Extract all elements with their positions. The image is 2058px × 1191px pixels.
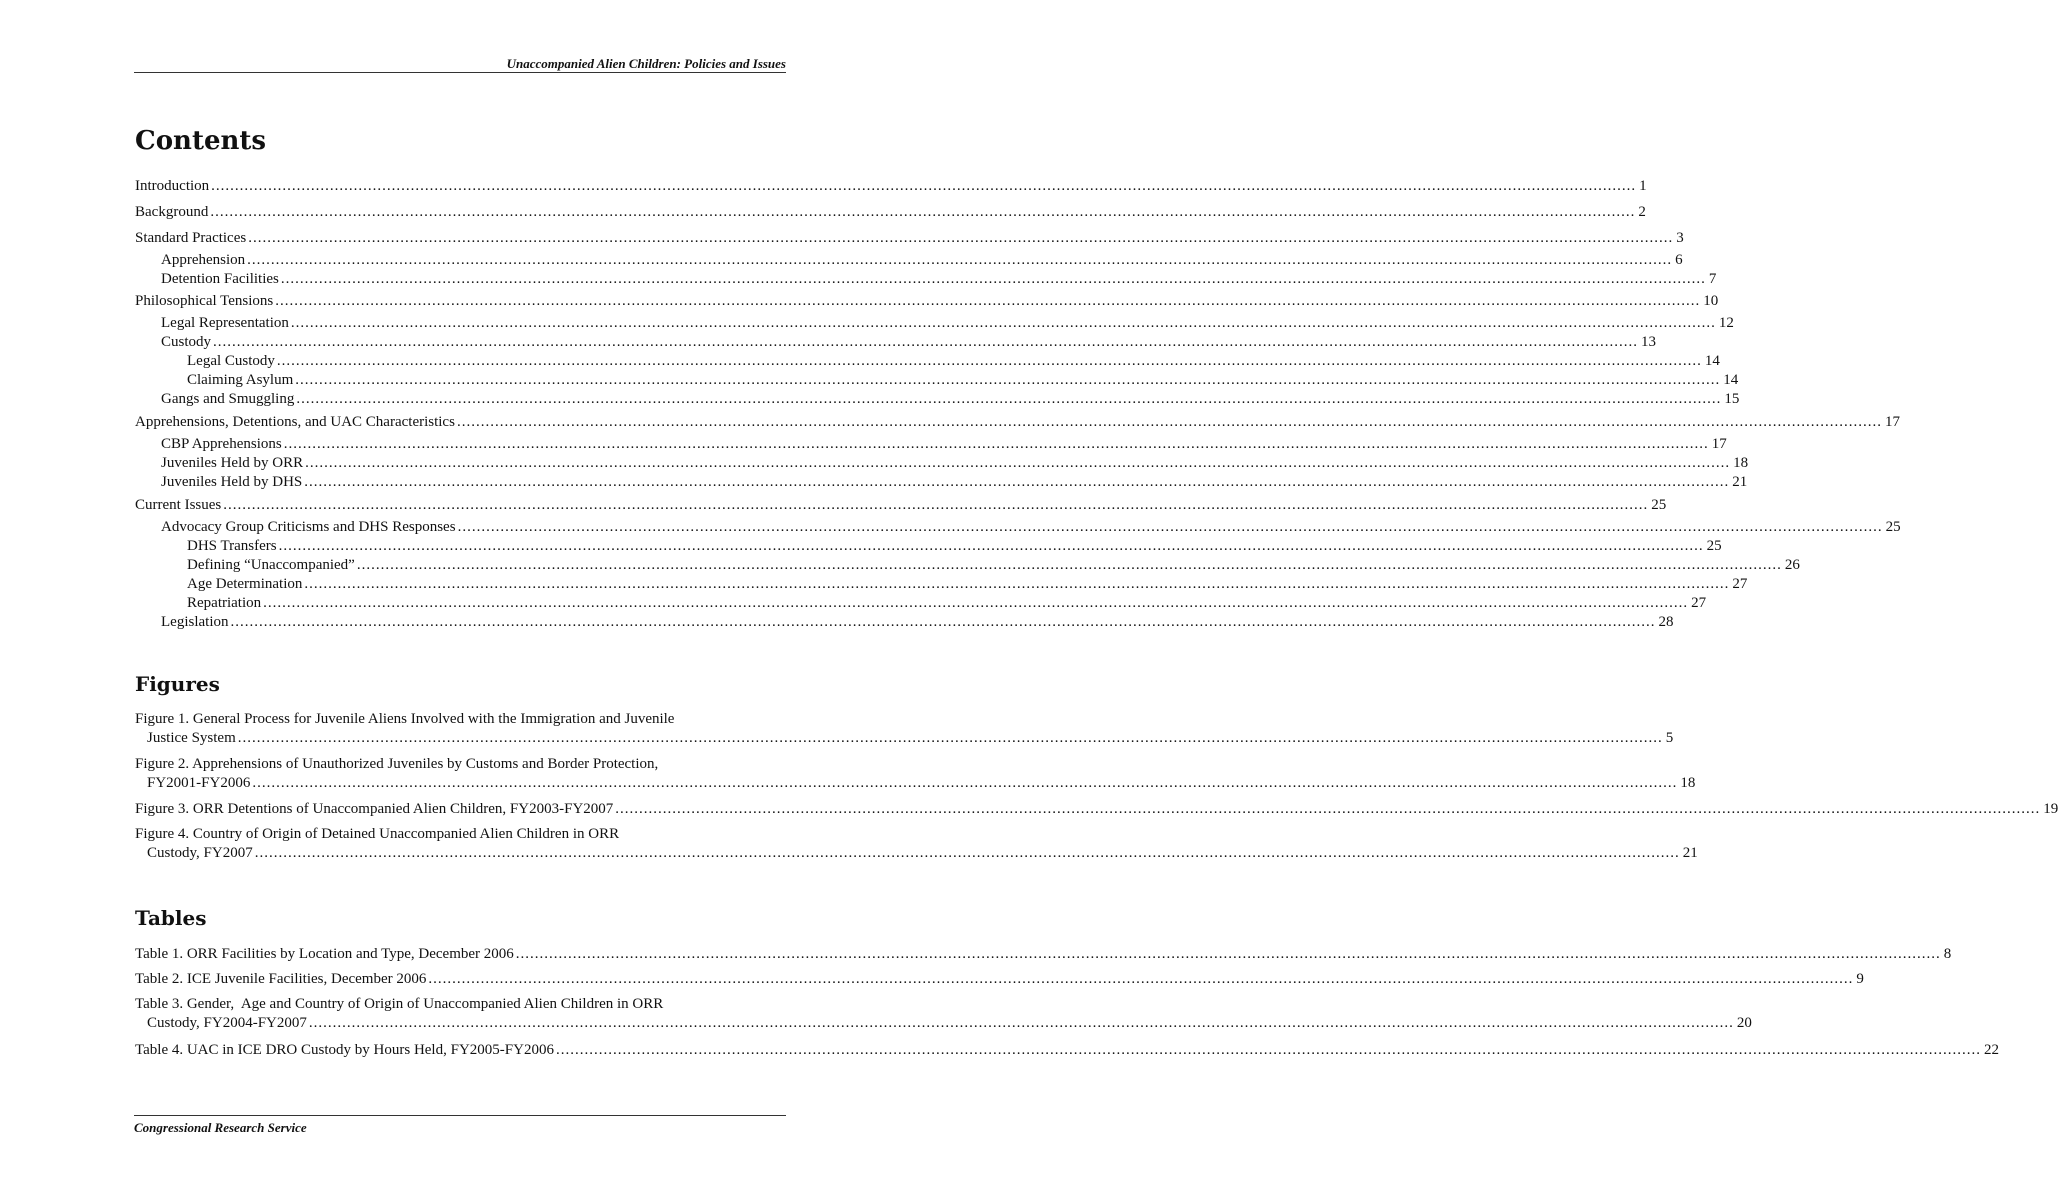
toc-entry-philosophical-tensions[interactable] (135, 292, 1719, 311)
toc-entry-custody[interactable] (135, 333, 1657, 352)
dot-leader: ............................................................................................................................................................................................................................................................................................................ (263, 595, 1689, 611)
table-entry-1[interactable] (135, 945, 1952, 964)
toc-entry-text: Custody (161, 334, 212, 350)
toc-page-number: 10 (1703, 293, 1719, 309)
toc-entry-juveniles-held-by-orr[interactable] (135, 454, 1749, 473)
toc-page-number: 18 (1733, 455, 1749, 471)
dot-leader: ............................................................................................................................................................................................................................................................................................................ (457, 519, 1883, 535)
toc-entry-text: Juveniles Held by DHS (161, 474, 303, 490)
figure-page-number: 19 (2043, 801, 2058, 817)
dot-leader: ............................................................................................................................................................................................................................................................................................................ (283, 436, 1709, 452)
figure-entry-3[interactable] (135, 800, 2058, 819)
table-page-number: 20 (1736, 1015, 1752, 1031)
toc-entry-text: Philosophical Tensions (135, 293, 274, 309)
toc-entry-text: Introduction (135, 178, 210, 194)
toc-entry-text: Detention Facilities (161, 271, 279, 287)
contents-heading: Contents (135, 126, 267, 156)
table-entry-text: Table 2. ICE Juvenile Facilities, December 2006 (135, 971, 427, 987)
toc-entry-uac-characteristics[interactable] (135, 413, 1900, 432)
toc-page-number: 21 (1732, 474, 1748, 490)
toc-page-number: 13 (1641, 334, 1657, 350)
toc-page-number: 7 (1708, 271, 1717, 287)
running-footer: Congressional Research Service (134, 1120, 307, 1135)
dot-leader: ............................................................................................................................................................................................................................................................................................................ (280, 271, 1706, 287)
toc-entry-advocacy-group-criticisms[interactable] (135, 518, 1901, 537)
figure-page-number: 18 (1680, 775, 1696, 791)
dot-leader: ............................................................................................................................................................................................................................................................................................................ (248, 230, 1674, 246)
toc-entry-text: Current Issues (135, 497, 222, 513)
dot-leader: ............................................................................................................................................................................................................................................................................................................ (615, 801, 2041, 817)
footer-rule (134, 1115, 786, 1116)
toc-entry-text: Legislation (161, 614, 229, 630)
toc-entry-cbp-apprehensions[interactable] (135, 435, 1727, 454)
toc-page-number: 27 (1691, 595, 1707, 611)
toc-entry-text: Age Determination (187, 576, 303, 592)
running-header: Unaccompanied Alien Children: Policies and Issues (506, 56, 786, 71)
dot-leader: ............................................................................................................................................................................................................................................................................................................ (304, 474, 1730, 490)
toc-entry-juveniles-held-by-dhs[interactable] (135, 473, 1748, 492)
toc-entry-age-determination[interactable] (135, 575, 1748, 594)
figure-entry-text-continued: FY2001-FY2006 (147, 775, 251, 791)
toc-page-number: 14 (1723, 372, 1739, 388)
toc-entry-defining-unaccompanied[interactable] (135, 556, 1800, 575)
toc-page-number: 25 (1885, 519, 1901, 535)
toc-page-number: 27 (1732, 576, 1748, 592)
toc-page-number: 28 (1658, 614, 1674, 630)
dot-leader: ............................................................................................................................................................................................................................................................................................................ (295, 372, 1721, 388)
table-entry-text-continued: Custody, FY2004-FY2007 (147, 1015, 307, 1031)
toc-page-number: 14 (1704, 353, 1720, 369)
toc-entry-gangs-and-smuggling[interactable] (135, 390, 1740, 409)
figure-entry-text-continued: Justice System (147, 730, 236, 746)
dot-leader: ............................................................................................................................................................................................................................................................................................................ (290, 315, 1716, 331)
toc-page-number: 17 (1884, 414, 1900, 430)
dot-leader: ............................................................................................................................................................................................................................................................................................................ (515, 946, 1941, 962)
dot-leader: ............................................................................................................................................................................................................................................................................................................ (276, 353, 1702, 369)
dot-leader: ............................................................................................................................................................................................................................................................................................................ (213, 334, 1639, 350)
dot-leader: ............................................................................................................................................................................................................................................................................................................ (252, 775, 1678, 791)
toc-entry-current-issues[interactable] (135, 496, 1667, 515)
figure-entry-1[interactable] (135, 710, 1674, 748)
figure-entry-text-continued: Custody, FY2007 (147, 845, 253, 861)
toc-page-number: 17 (1711, 436, 1727, 452)
toc-entry-text: Defining “Unaccompanied” (187, 557, 355, 573)
figure-entry-text: Figure 3. ORR Detentions of Unaccompanied Alien Children, FY2003-FY2007 (135, 801, 614, 817)
header-rule (134, 72, 786, 73)
figures-heading: Figures (135, 672, 220, 696)
dot-leader: ............................................................................................................................................................................................................................................................................................................ (230, 614, 1656, 630)
figure-entry-2[interactable] (135, 755, 1696, 793)
dot-leader: ............................................................................................................................................................................................................................................................................................................ (555, 1042, 1981, 1058)
figure-entry-4[interactable] (135, 825, 1698, 863)
dot-leader: ............................................................................................................................................................................................................................................................................................................ (211, 178, 1637, 194)
figure-entry-text: Figure 2. Apprehensions of Unauthorized Juveniles by Customs and Border Protection, (135, 756, 659, 772)
table-entry-text: Table 3. Gender, Age and Country of Origin of Unaccompanied Alien Children in ORR (135, 996, 664, 1012)
figure-page-number: 5 (1665, 730, 1674, 746)
dot-leader: ............................................................................................................................................................................................................................................................................................................ (275, 293, 1701, 309)
dot-leader: ............................................................................................................................................................................................................................................................................................................ (278, 538, 1704, 554)
toc-entry-background[interactable] (135, 203, 1646, 222)
dot-leader: ............................................................................................................................................................................................................................................................................................................ (305, 455, 1731, 471)
toc-page-number: 12 (1718, 315, 1734, 331)
table-page-number: 9 (1856, 971, 1864, 987)
figure-entry-text: Figure 4. Country of Origin of Detained Unaccompanied Alien Children in ORR (135, 826, 620, 842)
dot-leader: ............................................................................................................................................................................................................................................................................................................ (237, 730, 1663, 746)
dot-leader: ............................................................................................................................................................................................................................................................................................................ (296, 391, 1722, 407)
dot-leader: ............................................................................................................................................................................................................................................................................................................ (308, 1015, 1734, 1031)
dot-leader: ............................................................................................................................................................................................................................................................................................................ (428, 971, 1854, 987)
dot-leader: ............................................................................................................................................................................................................................................................................................................ (356, 557, 1782, 573)
toc-page-number: 26 (1784, 557, 1800, 573)
toc-entry-text: Background (135, 204, 209, 220)
toc-entry-dhs-transfers[interactable] (135, 537, 1722, 556)
toc-page-number: 25 (1651, 497, 1667, 513)
toc-entry-text: Legal Custody (187, 353, 275, 369)
toc-entry-claiming-asylum[interactable] (135, 371, 1739, 390)
toc-entry-text: Apprehensions, Detentions, and UAC Characteristics (135, 414, 455, 430)
table-entry-4[interactable] (135, 1041, 1999, 1060)
dot-leader: ............................................................................................................................................................................................................................................................................................................ (304, 576, 1730, 592)
toc-entry-text: DHS Transfers (187, 538, 277, 554)
dot-leader: ............................................................................................................................................................................................................................................................................................................ (456, 414, 1882, 430)
figure-page-number: 21 (1682, 845, 1698, 861)
toc-entry-introduction[interactable] (135, 177, 1647, 196)
toc-entry-detention-facilities[interactable] (135, 270, 1717, 289)
toc-entry-standard-practices[interactable] (135, 229, 1684, 248)
toc-entry-text: Apprehension (161, 252, 246, 268)
toc-entry-text: Gangs and Smuggling (161, 391, 295, 407)
toc-page-number: 3 (1676, 230, 1684, 246)
toc-page-number: 2 (1638, 204, 1646, 220)
toc-entry-legal-custody[interactable] (135, 352, 1720, 371)
tables-heading: Tables (135, 906, 207, 930)
dot-leader: ............................................................................................................................................................................................................................................................................................................ (210, 204, 1636, 220)
toc-entry-text: Claiming Asylum (187, 372, 294, 388)
table-page-number: 22 (1983, 1042, 1999, 1058)
table-entry-3[interactable] (135, 995, 1752, 1033)
toc-page-number: 25 (1706, 538, 1722, 554)
toc-entry-legislation[interactable] (135, 613, 1674, 632)
toc-entry-apprehension[interactable] (135, 251, 1683, 270)
toc-entry-repatriation[interactable] (135, 594, 1707, 613)
toc-entry-text: Advocacy Group Criticisms and DHS Responses (161, 519, 456, 535)
toc-page-number: 6 (1675, 252, 1683, 268)
toc-entry-text: Juveniles Held by ORR (161, 455, 304, 471)
toc-page-number: 15 (1724, 391, 1740, 407)
toc-entry-text: Legal Representation (161, 315, 289, 331)
toc-entry-legal-representation[interactable] (135, 314, 1734, 333)
toc-entry-text: Standard Practices (135, 230, 247, 246)
dot-leader: ............................................................................................................................................................................................................................................................................................................ (254, 845, 1680, 861)
table-entry-text: Table 1. ORR Facilities by Location and Type, December 2006 (135, 946, 514, 962)
figure-entry-text: Figure 1. General Process for Juvenile Aliens Involved with the Immigration and Juvenile (135, 711, 675, 727)
table-entry-2[interactable] (135, 970, 1864, 989)
toc-entry-text: CBP Apprehensions (161, 436, 282, 452)
dot-leader: ............................................................................................................................................................................................................................................................................................................ (223, 497, 1649, 513)
table-page-number: 8 (1943, 946, 1952, 962)
table-entry-text: Table 4. UAC in ICE DRO Custody by Hours Held, FY2005-FY2006 (135, 1042, 554, 1058)
toc-entry-text: Repatriation (187, 595, 262, 611)
toc-page-number: 1 (1639, 178, 1647, 194)
dot-leader: ............................................................................................................................................................................................................................................................................................................ (247, 252, 1673, 268)
